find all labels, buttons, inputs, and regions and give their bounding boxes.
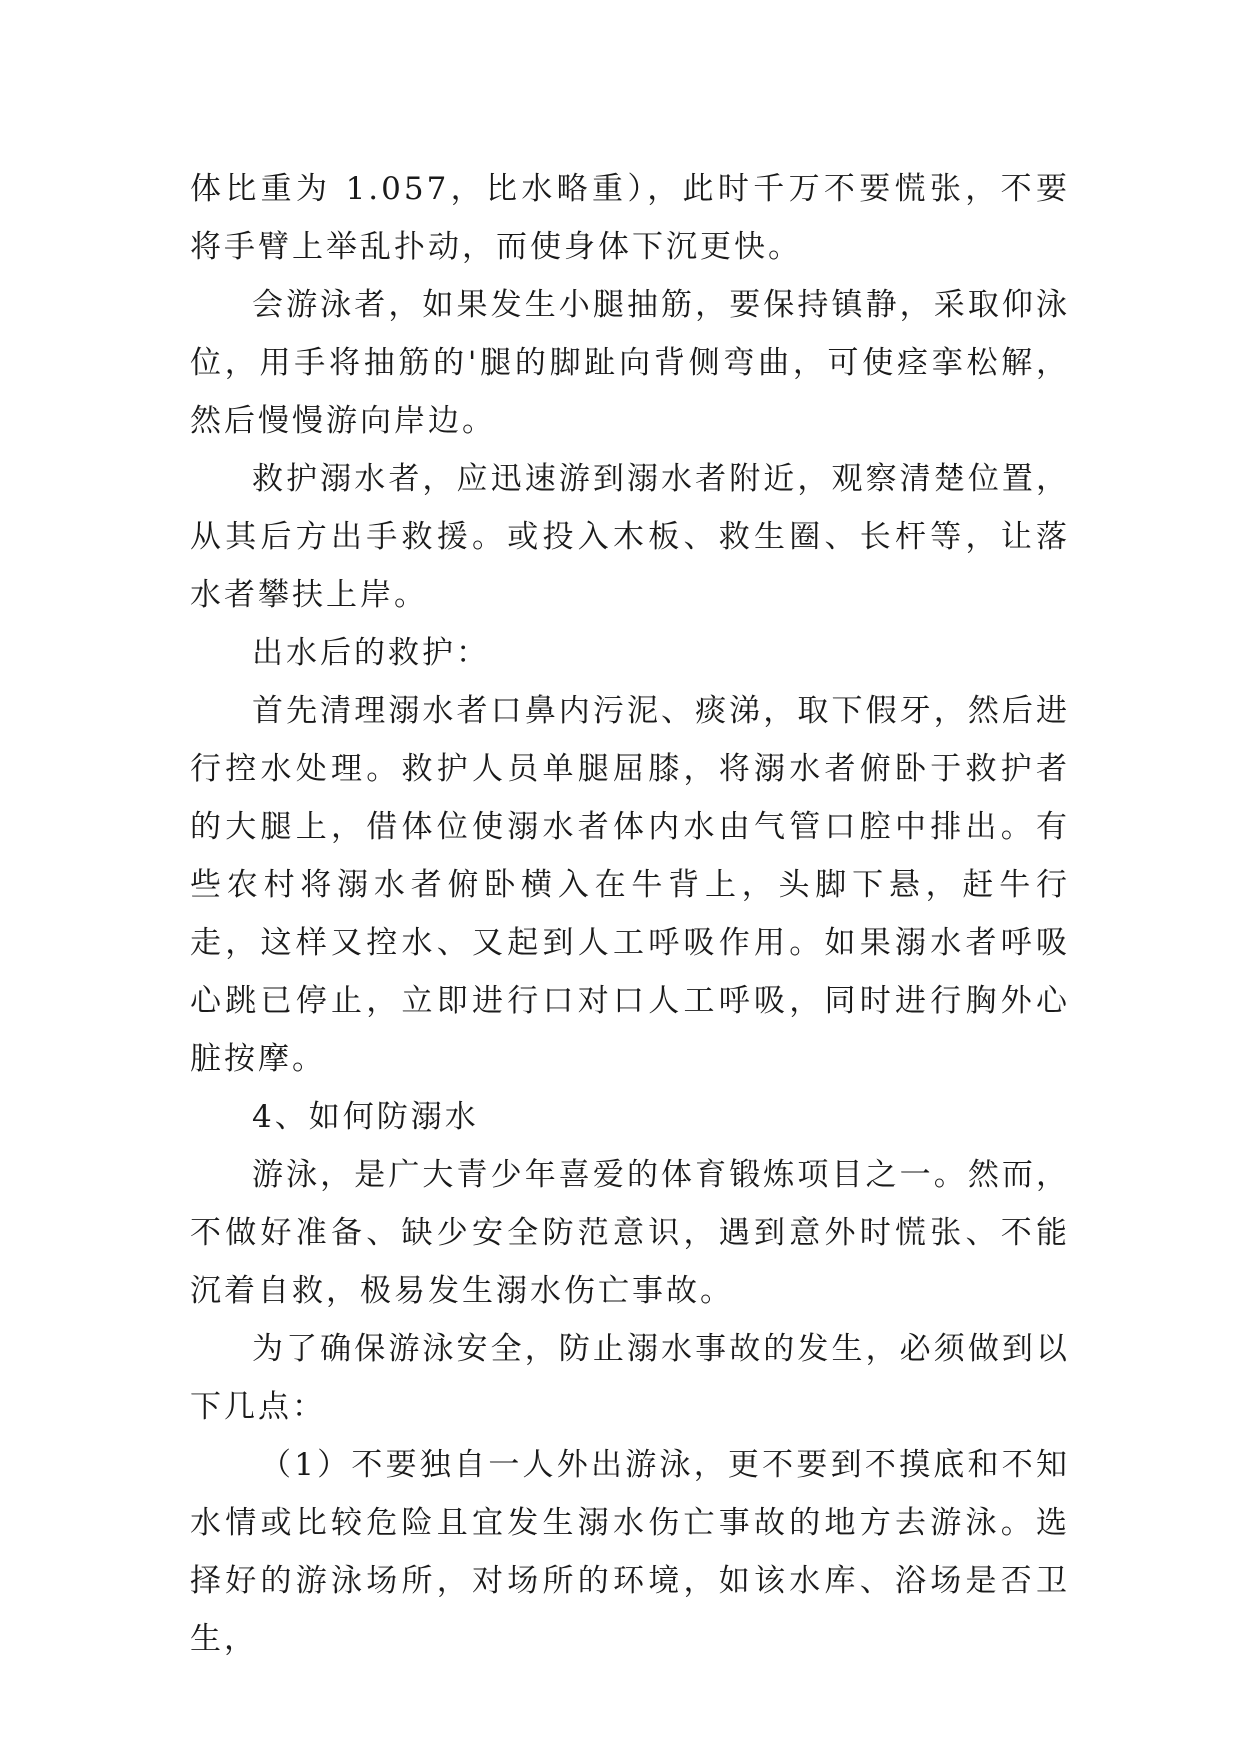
paragraph-rescue: 救护溺水者，应迅速游到溺水者附近，观察清楚位置，从其后方出手救援。或投入木板、救生圈、长杆等，让落水者攀扶上岸。 [190, 461, 1070, 613]
list-item-1: （1）不要独自一人外出游泳，更不要到不摸底和不知水情或比较危险且宜发生溺水伤亡事故的地方去游泳。选择好的游泳场所，对场所的环境，如该水库、浴场是否卫生， [190, 1447, 1070, 1657]
paragraph-swimming-intro: 游泳，是广大青少年喜爱的体育锻炼项目之一。然而，不做好准备、缺少安全防范意识，遇到意外时慌张、不能沉着自救，极易发生溺水伤亡事故。 [190, 1157, 1070, 1309]
document-body [190, 160, 1070, 1668]
paragraph-first-aid: 首先清理溺水者口鼻内污泥、痰涕，取下假牙，然后进行控水处理。救护人员单腿屈膝，将溺水者俯卧于救护者的大腿上，借体位使溺水者体内水由气管口腔中排出。有些农村将溺水者俯卧横入在牛背上，头脚下悬，赶牛行走，这样又控水、又起到人工呼吸作用。如果溺水者呼吸心跳已停止，立即进行口对口人工呼吸，同时进行胸外心脏按摩。 [190, 693, 1070, 1077]
section-heading-prevention: 4、如何防溺水 [252, 1099, 479, 1135]
paragraph-safety-points-intro: 为了确保游泳安全，防止溺水事故的发生，必须做到以下几点： [190, 1331, 1070, 1425]
paragraph-cramp: 会游泳者，如果发生小腿抽筋，要保持镇静，采取仰泳位，用手将抽筋的'腿的脚趾向背侧弯曲，可使痉挛松解，然后慢慢游向岸边。 [190, 287, 1070, 439]
paragraph-continuation: 体比重为 1.057，比水略重），此时千万不要慌张，不要将手臂上举乱扑动，而使身体下沉更快。 [190, 171, 1070, 265]
paragraph-after-water-heading: 出水后的救护： [252, 635, 490, 671]
